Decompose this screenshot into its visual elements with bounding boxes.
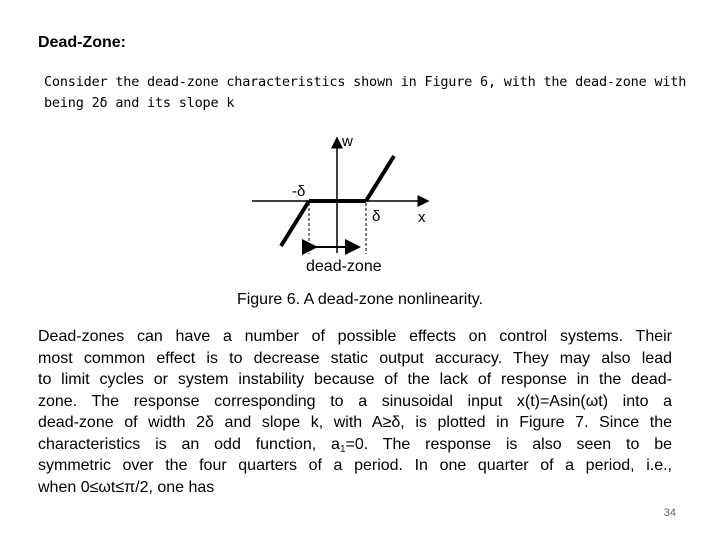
pos-delta-label: δ bbox=[372, 208, 381, 225]
section-heading: Dead-Zone: bbox=[38, 34, 126, 51]
dead-zone-label: dead-zone bbox=[306, 258, 382, 275]
paragraph-line: to limit cycles or system instability because of the lack of response in the dead- bbox=[38, 371, 672, 388]
paragraph-line: Dead-zones can have a number of possible effects on control systems. Their bbox=[38, 328, 672, 345]
paragraph-line: most common effect is to decrease static output accuracy. They may also lead bbox=[38, 349, 672, 367]
paragraph-line: zone. The response corresponding to a sinusoidal input x(t)=Asin(ωt) into a bbox=[38, 392, 672, 410]
paragraph-line: when 0≤ωt≤π/2, one has bbox=[38, 478, 215, 496]
line-text: =0. The response is also seen to be bbox=[345, 435, 672, 453]
line-text: characteristics is an odd function, a bbox=[38, 435, 340, 453]
neg-delta-label: -δ bbox=[292, 183, 306, 200]
paragraph-line bbox=[38, 434, 672, 456]
body-paragraph bbox=[38, 326, 672, 498]
y-axis-label: w bbox=[342, 133, 353, 150]
right-slope-line bbox=[366, 156, 394, 201]
figure-caption: Figure 6. A dead-zone nonlinearity. bbox=[236, 291, 484, 308]
intro-line: being 2δ and its slope k bbox=[44, 95, 235, 111]
page-number: 34 bbox=[663, 507, 676, 519]
intro-line: Consider the dead-zone characteristics shown in Figure 6, with the dead-zone with bbox=[44, 74, 687, 90]
subscript: 1 bbox=[339, 443, 346, 455]
left-slope-line bbox=[281, 201, 309, 246]
paragraph-line: dead-zone of width 2δ and slope k, with A≥δ, is plotted in Figure 7. Since the bbox=[38, 414, 672, 431]
paragraph-line: symmetric over the four quarters of a period. In one quarter of a period, i.e., bbox=[38, 457, 672, 474]
x-axis-label: x bbox=[418, 209, 426, 226]
